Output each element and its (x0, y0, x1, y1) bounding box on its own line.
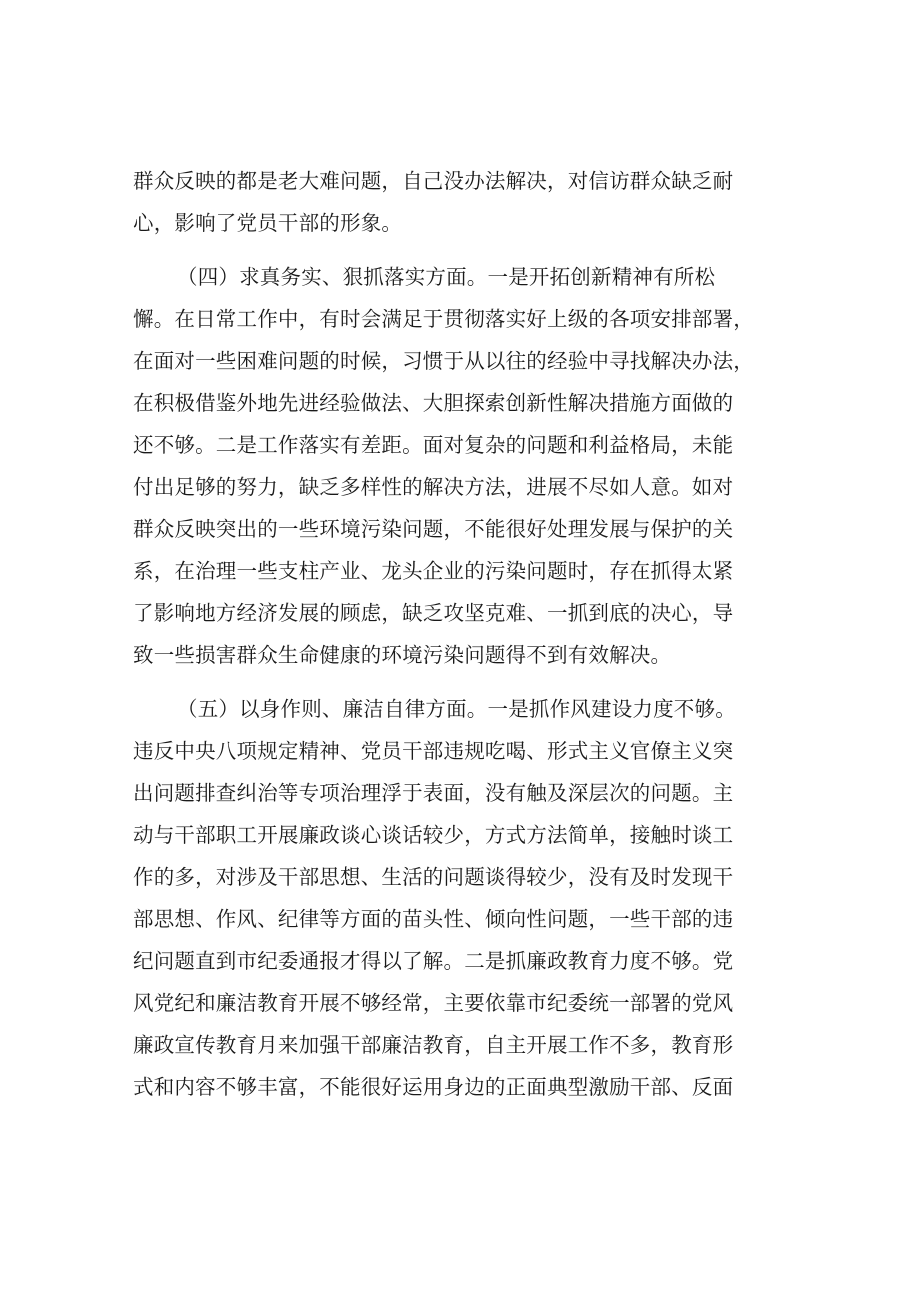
text-line: 出问题排查纠治等专项治理浮于表面，没有触及深层次的问题。主 (133, 781, 734, 805)
text-line: 懈。在日常工作中，有时会满足于贯彻落实好上级的各项安排部署， (133, 307, 754, 331)
text-line: （五）以身作则、廉洁自律方面。一是抓作风建设力度不够。 (177, 697, 736, 721)
paragraph-1 (133, 160, 813, 244)
text-line: 廉政宣传教育月来加强干部廉洁教育，自主开展工作不多，教育形 (133, 1033, 734, 1057)
text-line: 付出足够的努力，缺乏多样性的解决方法，进展不尽如人意。如对 (133, 475, 734, 499)
text-line: 系，在治理一些支柱产业、龙头企业的污染问题时，存在抓得太紧 (133, 559, 734, 583)
text-line: 作的多，对涉及干部思想、生活的问题谈得较少，没有及时发现干 (133, 865, 734, 889)
paragraph-2 (133, 256, 813, 676)
text-line: 风党纪和廉洁教育开展不够经常，主要依靠市纪委统一部署的党风 (133, 991, 734, 1015)
text-line: 式和内容不够丰富，不能很好运用身边的正面典型激励干部、反面 (133, 1075, 734, 1099)
text-line: 在面对一些困难问题的时候，习惯于从以往的经验中寻找解决办法， (133, 349, 754, 373)
text-line: 在积极借鉴外地先进经验做法、大胆探索创新性解决措施方面做的 (133, 391, 734, 415)
text-line: 群众反映突出的一些环境污染问题，不能很好处理发展与保护的关 (133, 517, 734, 541)
document-body (133, 160, 813, 1108)
text-line: 致一些损害群众生命健康的环境污染问题得不到有效解决。 (133, 643, 672, 667)
text-line: 部思想、作风、纪律等方面的苗头性、倾向性问题，一些干部的违 (133, 907, 734, 931)
text-line: 群众反映的都是老大难问题，自己没办法解决，对信访群众缺乏耐 (133, 169, 734, 193)
text-line: 心，影响了党员干部的形象。 (133, 211, 403, 235)
text-line: 违反中央八项规定精神、党员干部违规吃喝、形式主义官僚主义突 (133, 739, 734, 763)
text-line: 还不够。二是工作落实有差距。面对复杂的问题和利益格局，未能 (133, 433, 734, 457)
text-line: 动与干部职工开展廉政谈心谈话较少，方式方法简单，接触时谈工 (133, 823, 734, 847)
text-line: 纪问题直到市纪委通报才得以了解。二是抓廉政教育力度不够。党 (133, 949, 734, 973)
paragraph-3 (133, 688, 813, 1108)
text-line: （四）求真务实、狠抓落实方面。一是开拓创新精神有所松 (177, 265, 716, 289)
text-line: 了影响地方经济发展的顾虑，缺乏攻坚克难、一抓到底的决心，导 (133, 601, 734, 625)
